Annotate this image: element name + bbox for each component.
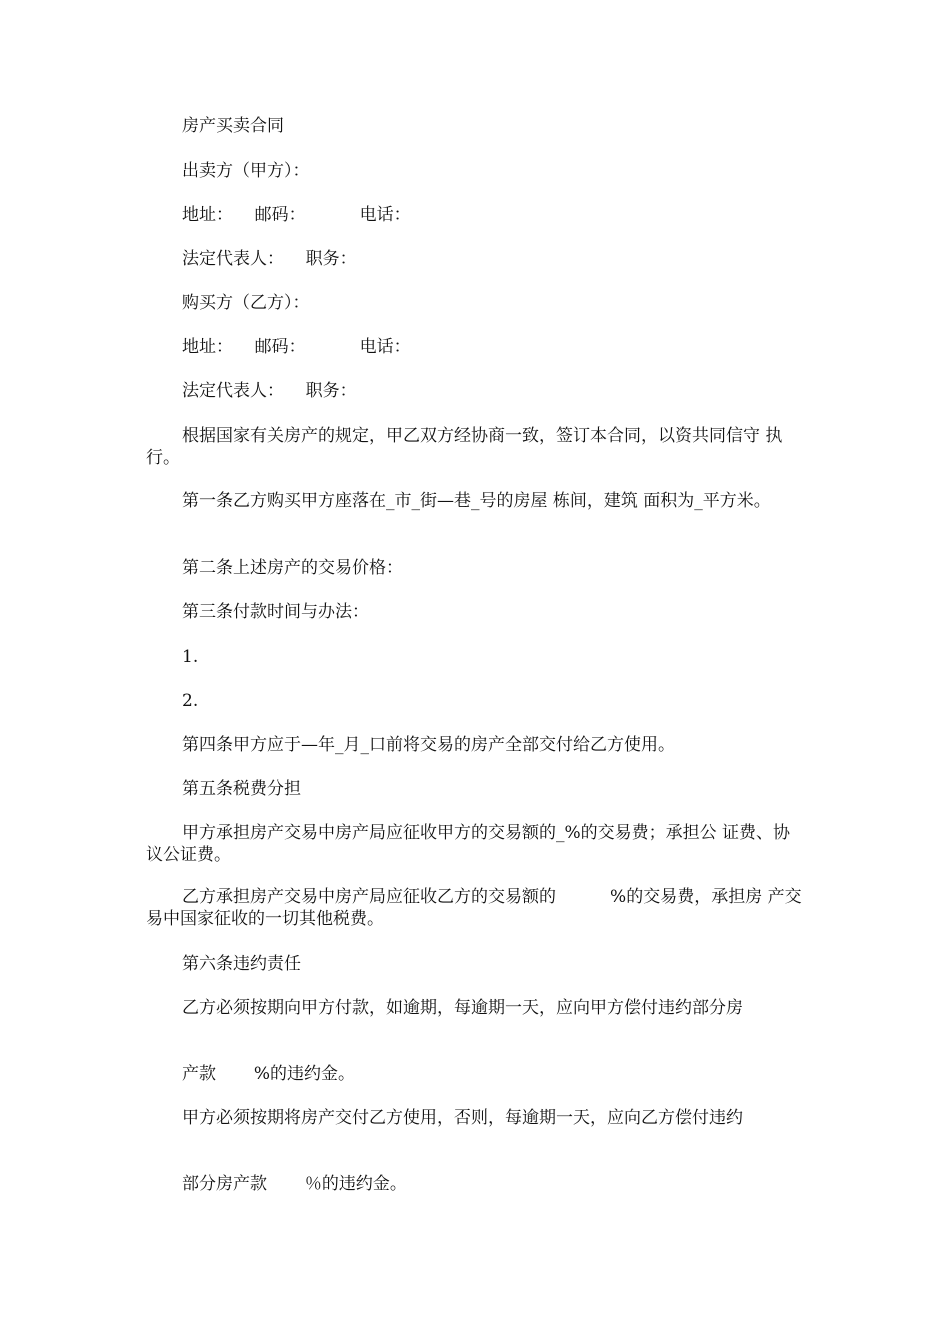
article-5-heading: 第五条税费分担 bbox=[182, 779, 301, 799]
article-1: 第一条乙方购买甲方座落在_市_街—巷_号的房屋 栋间，建筑 面积为_平方米。 bbox=[182, 491, 771, 511]
seller-line: 出卖方（甲方）： bbox=[182, 161, 310, 181]
article-6-paragraph-2: 甲方必须按期将房产交付乙方使用，否则，每逾期一天，应向乙方偿付违约 bbox=[182, 1108, 743, 1128]
buyer-line: 购买方（乙方）： bbox=[182, 293, 310, 313]
article-3: 第三条付款时间与办法： bbox=[182, 602, 369, 622]
article-5-paragraph-2: 乙方承担房产交易中房产局应征收乙方的交易额的 %的交易费，承担房 产交易中国家征收的一切其他税费。 bbox=[146, 887, 802, 929]
article-6-paragraph-1: 乙方必须按期向甲方付款，如逾期，每逾期一天，应向甲方偿付违约部分房 bbox=[182, 998, 743, 1018]
article-6-paragraph-2-continued: 部分房产款 ％的违约金。 bbox=[182, 1174, 407, 1194]
article-3-item-1: 1. bbox=[182, 647, 199, 667]
document-title: 房产买卖合同 bbox=[182, 116, 284, 136]
article-4: 第四条甲方应于—年_月_口前将交易的房产全部交付给乙方使用。 bbox=[182, 735, 675, 755]
seller-address-line: 地址： 邮码： 电话： bbox=[182, 205, 411, 225]
article-6-paragraph-1-continued: 产款 %的违约金。 bbox=[182, 1064, 355, 1084]
buyer-address-line: 地址： 邮码： 电话： bbox=[182, 337, 411, 357]
article-6-heading: 第六条违约责任 bbox=[182, 954, 301, 974]
seller-representative-line: 法定代表人： 职务： bbox=[182, 249, 357, 269]
buyer-representative-line: 法定代表人： 职务： bbox=[182, 381, 357, 401]
article-2: 第二条上述房产的交易价格： bbox=[182, 558, 403, 578]
article-3-item-2: 2. bbox=[182, 691, 199, 711]
preamble-paragraph: 根据国家有关房产的规定，甲乙双方经协商一致，签订本合同，以资共同信守 执行。 bbox=[146, 426, 783, 468]
article-5-paragraph-1: 甲方承担房产交易中房产局应征收甲方的交易额的_%的交易费；承担公 证费、协议公证费。 bbox=[146, 823, 791, 865]
